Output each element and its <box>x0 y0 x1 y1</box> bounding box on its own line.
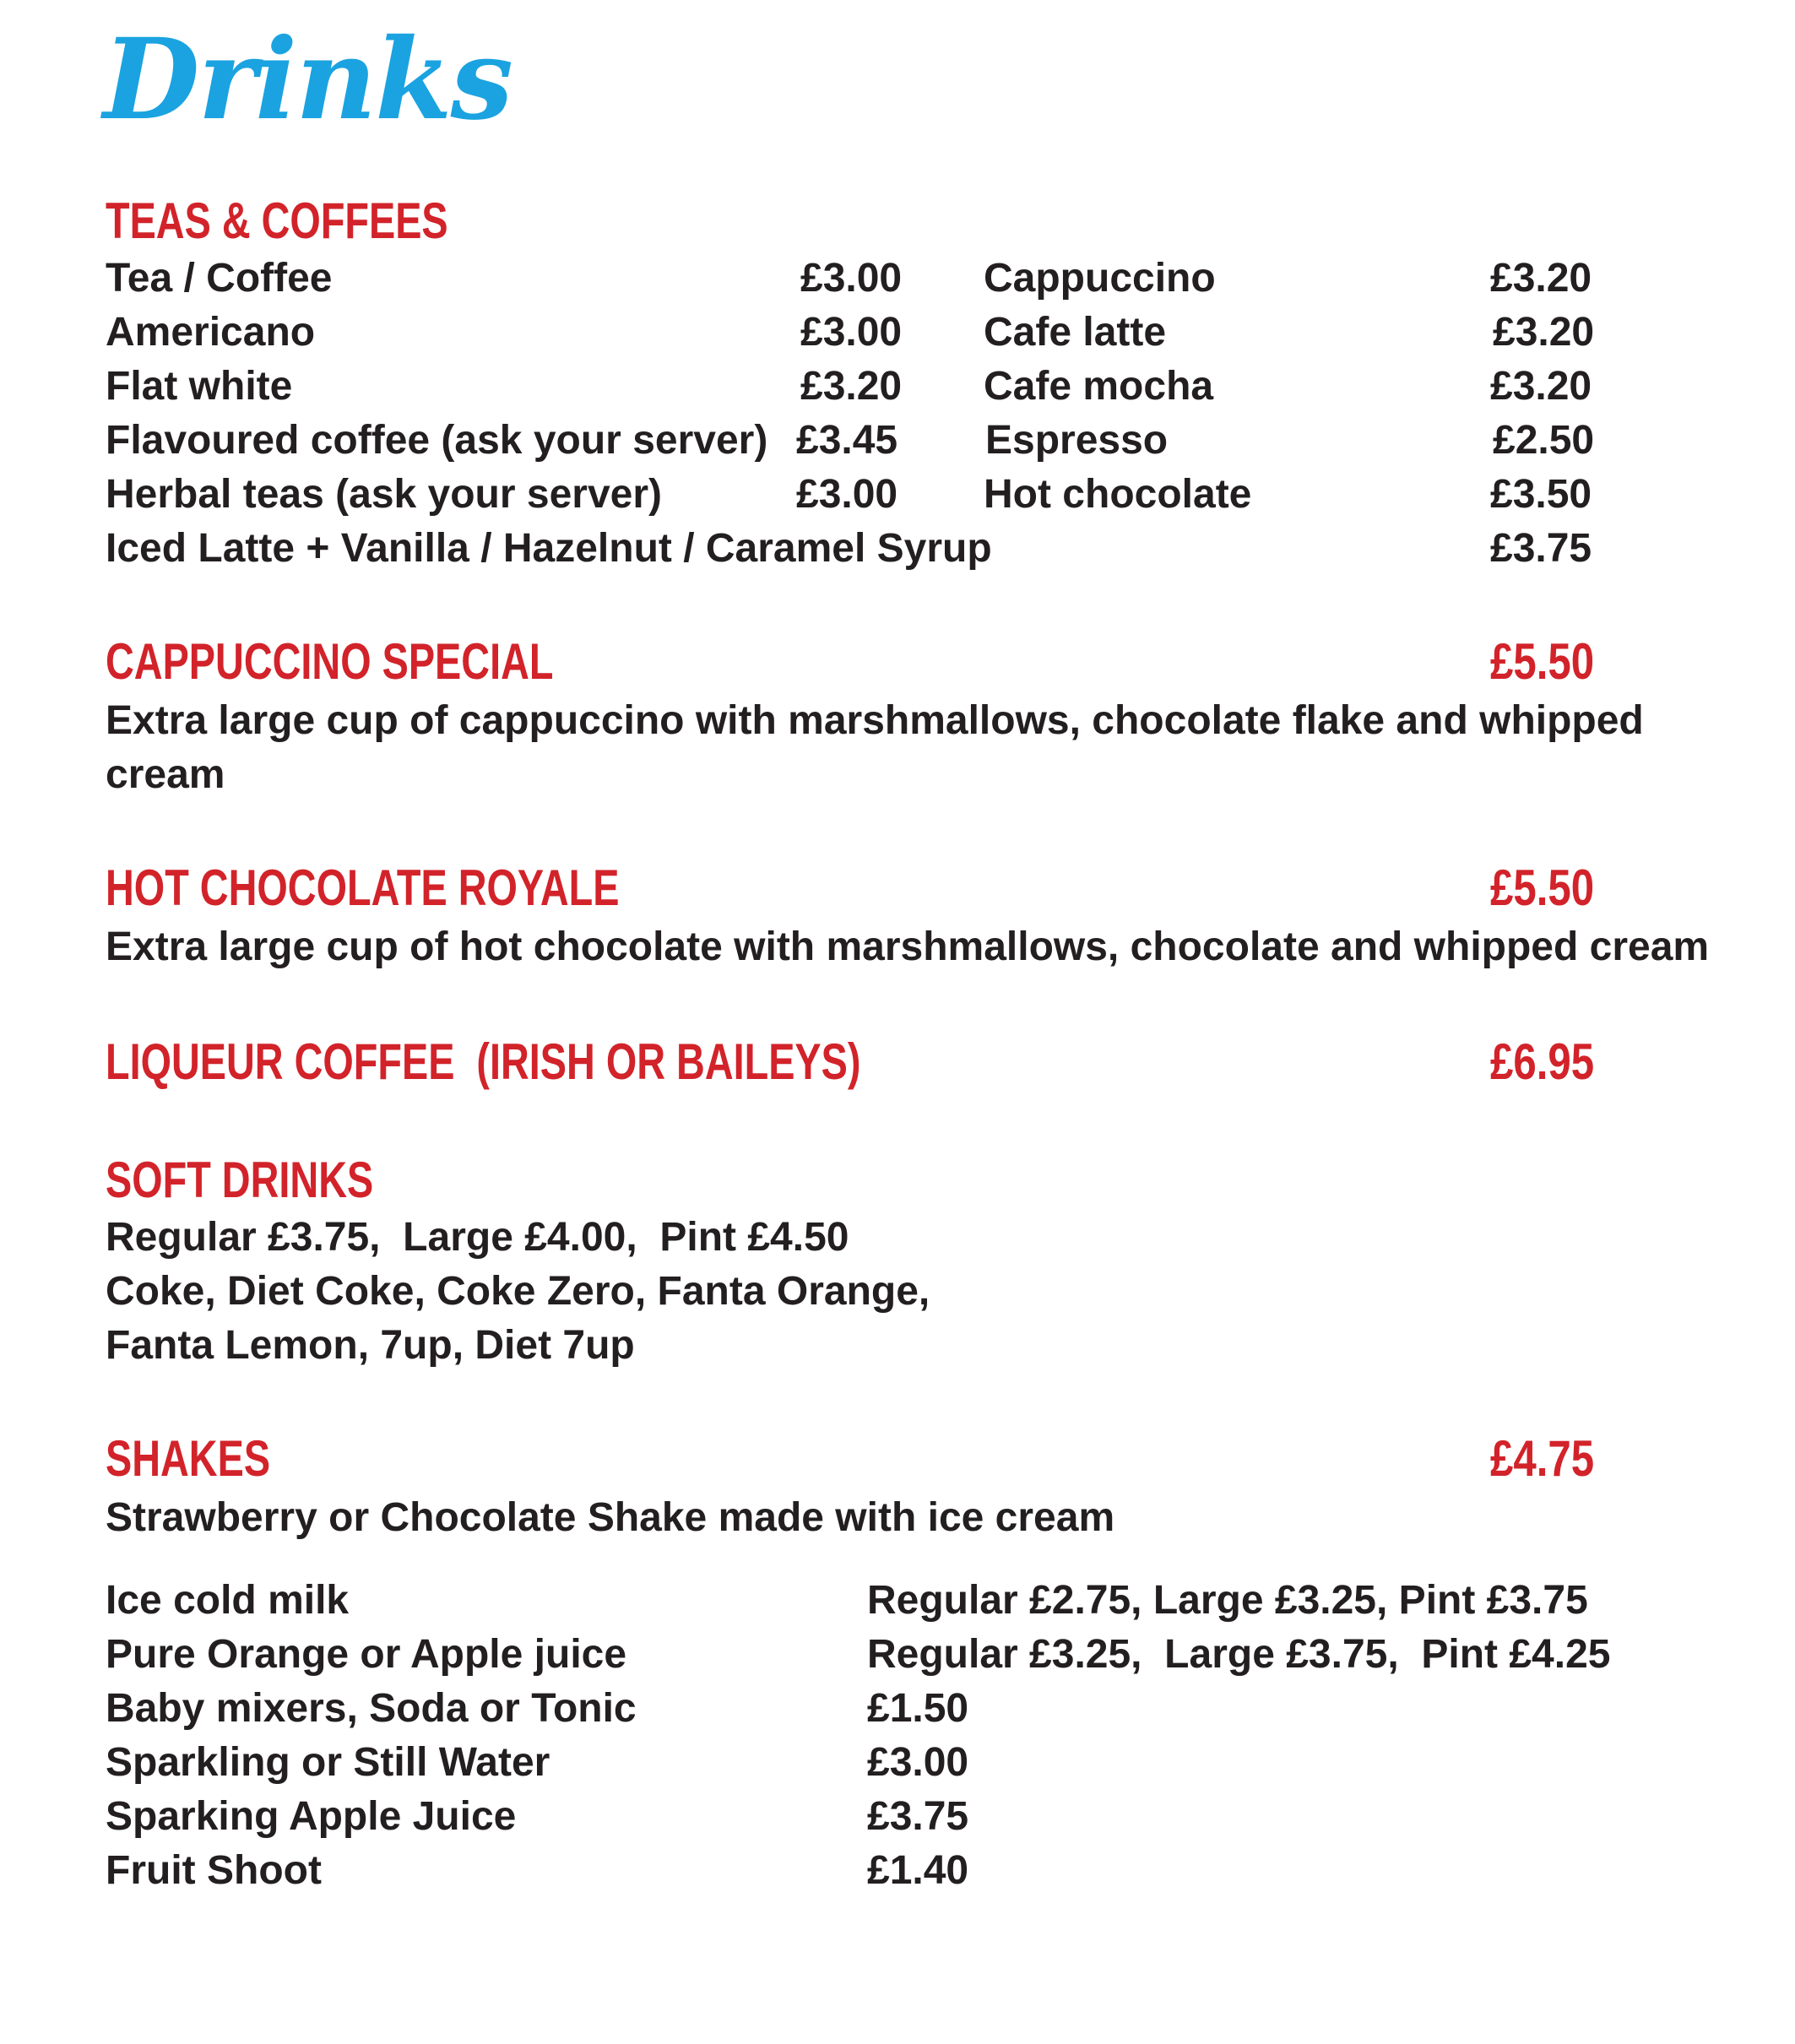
menu-row <box>106 468 1625 522</box>
section-price: £4.75 <box>1490 1430 1595 1487</box>
item-name: Espresso <box>985 418 1169 463</box>
item-price: £3.00 <box>867 1740 969 1785</box>
item-name: Flat white <box>106 364 293 409</box>
item-price: £2.50 <box>1493 418 1595 463</box>
menu-title: Drinks <box>103 14 512 145</box>
item-name: Tea / Coffee <box>106 256 333 301</box>
item-price: Regular £3.25, Large £3.75, Pint £4.25 <box>867 1632 1611 1677</box>
menu-row <box>106 360 1625 414</box>
item-price: £3.00 <box>800 256 903 301</box>
menu-row <box>106 1682 1710 1736</box>
item-name: Cafe mocha <box>984 364 1214 409</box>
item-price: £3.00 <box>796 472 898 517</box>
item-price: £1.50 <box>867 1686 969 1731</box>
item-description: Strawberry or Chocolate Shake made with ice cream <box>106 1495 1115 1540</box>
section-heading-cappuccino-special: CAPPUCCINO SPECIAL <box>106 633 554 690</box>
section-price: £5.50 <box>1490 633 1595 690</box>
soft-drinks-list: Coke, Diet Coke, Coke Zero, Fanta Orange, <box>106 1269 930 1314</box>
menu-row <box>106 1628 1710 1682</box>
item-name: Sparkling or Still Water <box>106 1740 550 1785</box>
item-price: £1.40 <box>867 1848 969 1893</box>
section-heading-soft-drinks: SOFT DRINKS <box>106 1152 374 1208</box>
item-name: Sparking Apple Juice <box>106 1794 517 1839</box>
item-name: Iced Latte + Vanilla / Hazelnut / Caramel Syrup <box>106 526 992 571</box>
item-name: Cafe latte <box>984 310 1167 355</box>
item-price: £3.75 <box>1490 526 1592 571</box>
item-name: Ice cold milk <box>106 1578 350 1623</box>
item-price: £3.00 <box>800 310 903 355</box>
menu-row <box>106 414 1625 468</box>
item-name: Fruit Shoot <box>106 1848 322 1893</box>
item-price: £3.20 <box>800 364 903 409</box>
item-name: Pure Orange or Apple juice <box>106 1632 627 1677</box>
section-price: £6.95 <box>1490 1033 1595 1090</box>
item-description: cream <box>106 752 225 797</box>
section-heading-liqueur-coffee: LIQUEUR COFFEE (IRISH OR BAILEYS) <box>106 1033 861 1090</box>
section-heading-teas: TEAS & COFFEES <box>106 192 448 249</box>
item-price: £3.20 <box>1490 256 1592 301</box>
soft-drinks-list: Fanta Lemon, 7up, Diet 7up <box>106 1323 635 1368</box>
item-price: £3.20 <box>1493 310 1595 355</box>
item-name: Herbal teas (ask your server) <box>106 472 663 517</box>
item-description: Extra large cup of hot chocolate with marshmallows, chocolate and whipped cream <box>106 924 1710 969</box>
item-name: Cappuccino <box>984 256 1216 301</box>
menu-row <box>106 522 1625 576</box>
menu-row <box>106 1844 1710 1898</box>
menu-row <box>106 252 1625 306</box>
menu-row <box>106 1736 1710 1790</box>
section-heading-shakes: SHAKES <box>106 1430 271 1487</box>
item-price: £3.45 <box>796 418 898 463</box>
section-price: £5.50 <box>1490 859 1595 916</box>
section-heading-hot-chocolate-royale: HOT CHOCOLATE ROYALE <box>106 859 620 916</box>
menu-row <box>106 306 1625 360</box>
item-name: Flavoured coffee (ask your server) <box>106 418 768 463</box>
soft-drinks-prices: Regular £3.75, Large £4.00, Pint £4.50 <box>106 1215 849 1260</box>
item-description: Extra large cup of cappuccino with marshmallows, chocolate flake and whipped <box>106 698 1644 743</box>
item-price: £3.20 <box>1490 364 1592 409</box>
menu-row <box>106 1790 1710 1844</box>
item-price: £3.50 <box>1490 472 1592 517</box>
menu-row <box>106 1574 1710 1628</box>
item-name: Hot chocolate <box>984 472 1252 517</box>
item-price: Regular £2.75, Large £3.25, Pint £3.75 <box>867 1578 1588 1623</box>
item-name: Baby mixers, Soda or Tonic <box>106 1686 637 1731</box>
item-price: £3.75 <box>867 1794 969 1839</box>
item-name: Americano <box>106 310 316 355</box>
